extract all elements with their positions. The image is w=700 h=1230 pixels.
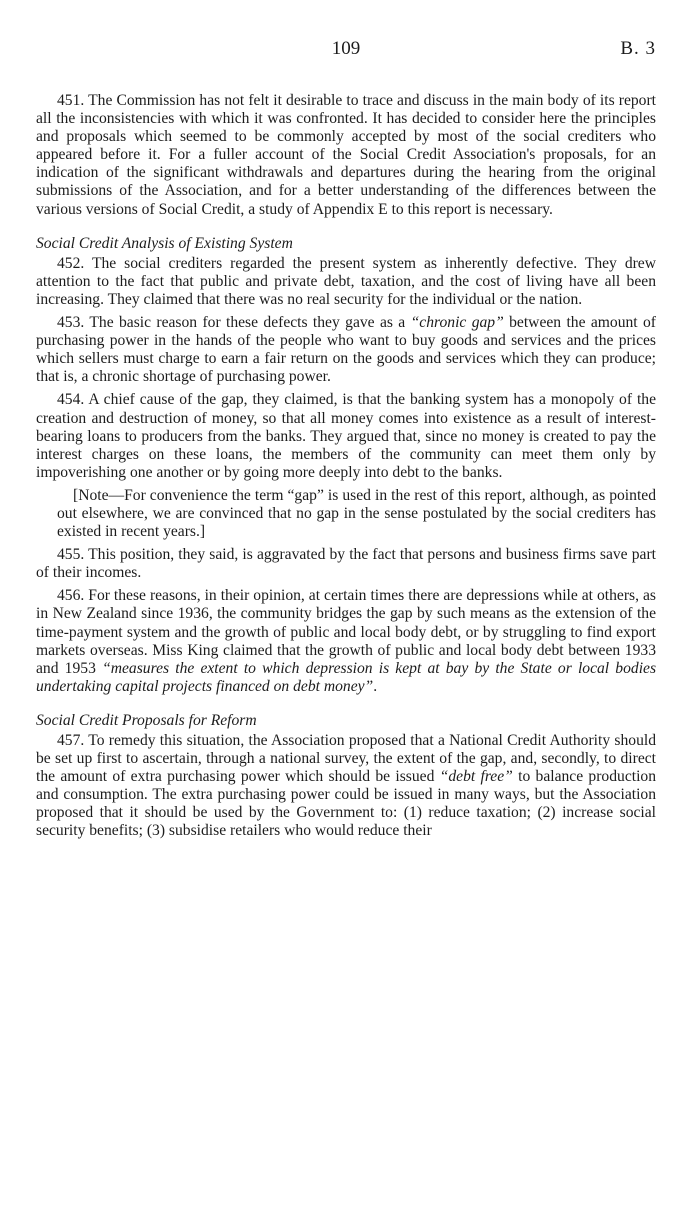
note-paragraph: [36, 487, 656, 541]
paragraph-456-text-a: 456. For these reasons, in their opinion, at certain times there are depressions while at others, as in New Zealand since 1936, the community bridges the gap by such means as the extension of the time-payment system and the growth of public and local body debt, or by struggling to find export markets overseas. Miss King claimed that the growth of public and local body debt between 1933 and 1953: [36, 587, 656, 677]
paragraph-457: [36, 732, 656, 841]
paragraph-454: 454. A chief cause of the gap, they claimed, is that the banking system has a monopoly of the creation and destruction of money, so that all money comes into existence as a result of interest-bearing loans to producers from the banks. They argued that, since no money is created to pay the interest charges on these loans, the members of the community can meet them only by impoverishing one another or by going more deeply into debt to the banks.: [36, 391, 656, 481]
paragraph-456-emphasis: “measures the extent to which depression is kept at bay by the State or local bodies undertaking capital projects financed on debt money”: [36, 659, 657, 695]
paragraph-457-emphasis: “debt free”: [439, 768, 513, 786]
section-heading-analysis: Social Credit Analysis of Existing System: [36, 234, 293, 252]
section-heading-proposals: Social Credit Proposals for Reform: [36, 711, 257, 729]
paragraph-453-text-b: between the amount of purchasing power in the hands of the people who want to buy goods and services and the prices which sellers must charge to earn a fair return on the goods and services which they can produce; that is, a chronic shortage of purchasing power.: [36, 314, 656, 386]
paragraph-453-emphasis: “chronic gap”: [410, 314, 504, 332]
paragraph-451: 451. The Commission has not felt it desirable to trace and discuss in the main body of its report all the inconsistencies with which it was confronted. It has decided to consider here the principles and proposals which seemed to be commonly accepted by most of the social crediters who appeared before it. For a fuller account of the Social Credit Association's proposals, for an indication of the significant withdrawals and departures during the hearing from the original submissions of the Association, and for a better understanding of the differences between the various versions of Social Credit, a study of Appendix E to this report is necessary.: [36, 92, 656, 218]
page-reference: B. 3: [620, 38, 656, 59]
paragraph-453: [36, 314, 656, 386]
page-header: [36, 0, 656, 70]
paragraph-457-text-b: to balance production and consumption. The extra purchasing power could be issued in many ways, but the Association proposed that it should be used by the Government to: (1) reduce taxation; (2) increase social security benefits; (3) subsidise retailers who would reduce their: [36, 768, 656, 840]
paragraph-452: 452. The social crediters regarded the present system as inherently defective. They drew attention to the fact that public and private debt, taxation, and the cost of living have all been increasing. They claimed that there was no real security for the individual or the nation.: [36, 254, 656, 308]
page-number: 109: [331, 38, 361, 59]
note-text: [Note—For convenience the term “gap” is used in the rest of this report, although, as pointed out elsewhere, we are convinced that no gap in the sense postulated by the social crediters has existed in recent years.]: [57, 486, 656, 541]
paragraph-456: [36, 587, 656, 696]
paragraph-455: 455. This position, they said, is aggravated by the fact that persons and business firms save part of their incomes.: [36, 546, 656, 582]
paragraph-456-text-b: .: [373, 677, 378, 695]
paragraph-453-text-a: 453. The basic reason for these defects they gave as a: [57, 314, 411, 332]
page-body: [36, 92, 656, 841]
paragraph-457-text-a: 457. To remedy this situation, the Association proposed that a National Credit Authority should be set up first to ascertain, through a national survey, the extent of the gap, and, secondly, to direct the amount of extra purchasing power which should be issued: [36, 732, 656, 786]
